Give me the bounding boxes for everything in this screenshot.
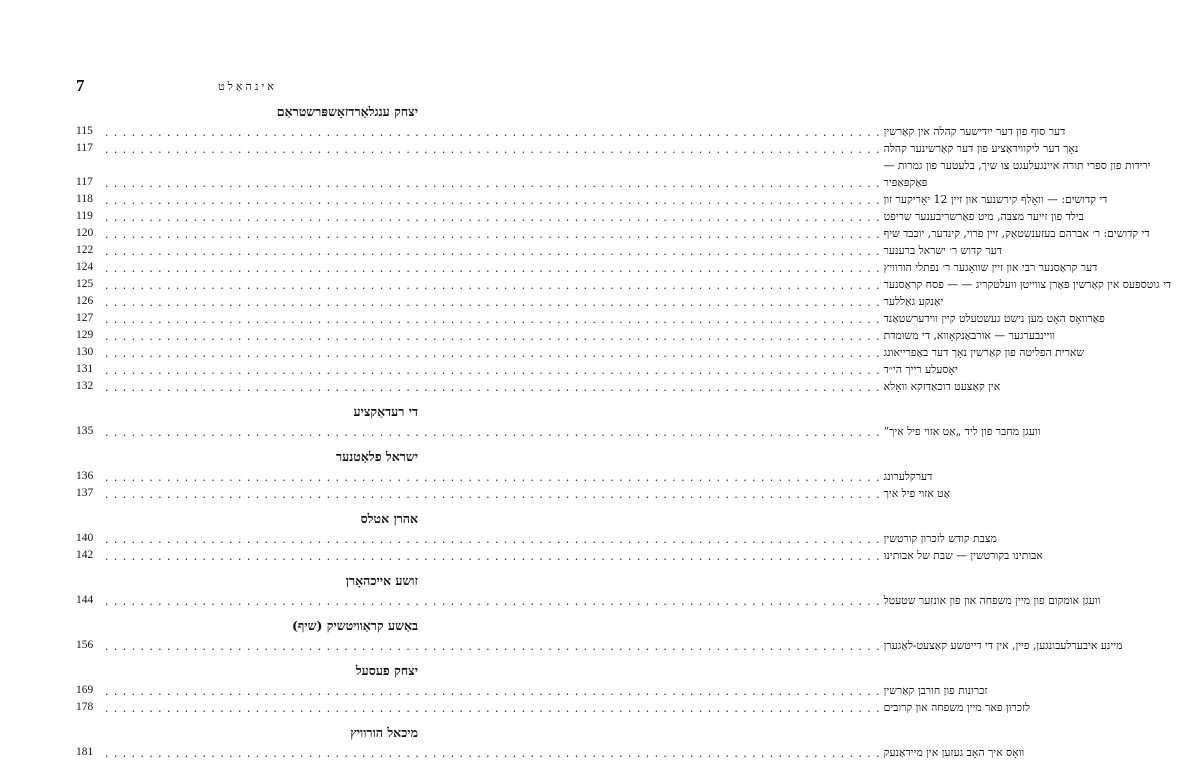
- entry-title: יאָסעלע רייך הי״ד: [883, 363, 958, 376]
- running-head: אינהאַלט: [218, 80, 277, 93]
- entry-page-number: 117: [76, 142, 93, 154]
- entry-page-number: 129: [76, 329, 94, 341]
- entry-page-number: 178: [76, 701, 94, 713]
- entry-title: דער קראַסנער רבי און זיין שוואָגער ר׳ נפתלי הורוויץ: [883, 261, 1098, 274]
- section-author: אהרן אטלס: [360, 511, 418, 526]
- dot-leader: [105, 193, 881, 208]
- entry-title: פאַרוואָס האָט מען נישט געשטעלט קיין ווידערשטאַנד: [883, 312, 1105, 325]
- entry-page-number: 130: [76, 346, 94, 358]
- entry-page-number: 135: [76, 425, 94, 437]
- dot-leader: [105, 261, 881, 276]
- dot-leader: [105, 363, 881, 378]
- dot-leader: [105, 639, 881, 654]
- dot-leader: [105, 594, 881, 609]
- toc-entry: [76, 259, 1098, 276]
- toc-entry: [76, 485, 951, 502]
- entry-title: אין קאַצעט דוכאַדזקא וואָלא: [883, 380, 1001, 393]
- table-of-contents: [76, 103, 1172, 765]
- dot-leader: [105, 746, 881, 761]
- page-number: 7: [76, 76, 85, 95]
- entry-page-number: 119: [76, 210, 93, 222]
- section-author: יצחק פעסעל: [355, 663, 418, 678]
- entry-title: דערקלערונג: [883, 470, 933, 483]
- toc-section: [76, 572, 1101, 609]
- entry-page-number: 140: [76, 532, 94, 544]
- dot-leader: [105, 684, 881, 699]
- section-author: ישראל פלאַטנער: [336, 449, 418, 464]
- toc-entry: [76, 361, 958, 378]
- toc-entry: [76, 327, 1055, 344]
- entry-title: וואָס איך האָב געזען אין מיידאַנעק: [883, 746, 1025, 759]
- toc-entry: [76, 547, 1043, 564]
- toc-entry: [76, 208, 1084, 225]
- entry-page-number: 131: [76, 363, 94, 375]
- dot-leader: [105, 329, 881, 344]
- dot-leader: [105, 176, 881, 191]
- entry-page-number: 117: [76, 176, 93, 188]
- entry-title: דער סוף פון דער ייִדישער קהלה אין קאַרשין: [883, 125, 1066, 138]
- dot-leader: [105, 380, 881, 395]
- dot-leader: [105, 425, 881, 440]
- entry-page-number: 126: [76, 295, 94, 307]
- entry-page-number: 169: [76, 684, 94, 696]
- entry-page-number: 181: [76, 746, 94, 758]
- toc-entry: [76, 225, 1150, 242]
- toc-entry: [76, 174, 928, 191]
- toc-entry: [76, 423, 1041, 440]
- dot-leader: [105, 346, 881, 361]
- toc-entry: [76, 276, 1172, 293]
- entry-page-number: 156: [76, 639, 94, 651]
- toc-entry: [76, 530, 997, 547]
- entry-title: זכרונות פון חורבן קאַרשין: [883, 684, 988, 697]
- toc-section: [76, 103, 1172, 395]
- entry-page-number: 118: [76, 193, 93, 205]
- toc-entry: [76, 310, 1105, 327]
- toc-entry: [76, 344, 1085, 361]
- entry-page-number: 142: [76, 549, 94, 561]
- entry-page-number: 144: [76, 594, 94, 606]
- toc-entry: [76, 592, 1101, 609]
- dot-leader: [105, 278, 881, 293]
- toc-entry: [76, 468, 933, 485]
- entry-title: מצבת קודש לזכרון קורטשין: [883, 532, 997, 545]
- toc-section: [76, 662, 1031, 716]
- toc-entry: [76, 123, 1066, 140]
- dot-leader: [105, 487, 881, 502]
- toc-entry: [76, 378, 1001, 395]
- toc-section: [76, 617, 1123, 654]
- section-author: באַשע קראַוויטשיק (שיף): [291, 618, 418, 633]
- section-author: די רעדאַקציע: [353, 404, 418, 419]
- section-author: זושע אייכהאָרן: [345, 573, 418, 588]
- dot-leader: [105, 549, 881, 564]
- entry-title: בילד פון זייער מצבה, מיט פאַרשריבענער שריפט: [883, 210, 1084, 223]
- toc-section: [76, 403, 1041, 440]
- entry-title: דער קדוש ר׳ ישראל ברענער: [883, 244, 1002, 257]
- dot-leader: [105, 125, 881, 140]
- dot-leader: [105, 227, 881, 242]
- entry-title: די קדושים: ר׳ אברהם בעזענשטאַק, זיין פרוי, קינדער, יוכבד שיף: [883, 227, 1150, 240]
- entry-title: די גוטספעס אין קאַרשין פאַרן צווייטן וועלטקריג — — פסח קראַסנער: [883, 278, 1172, 291]
- dot-leader: [105, 532, 881, 547]
- entry-title: שארית הפליטה פון קאַרשין נאָך דער באַפרייאונג: [883, 346, 1085, 359]
- entry-title: אבותינו בקורטשין — שבת של אבותינו: [883, 549, 1043, 562]
- toc-entry: [76, 699, 1031, 716]
- entry-title: מיינע איבערלעבונגען, פיין, אין די דייטשע קאַצעט-לאַגערן: [883, 639, 1123, 652]
- entry-title: לזכרון פאר מיין משפחה און קרובים: [883, 701, 1031, 714]
- toc-section: [76, 448, 951, 502]
- entry-title: וועגן אומקום פון מיין משפחה און פון אונזער שטעטל: [883, 594, 1101, 607]
- toc-entry: [76, 682, 988, 699]
- section-author: יצחק ענגלאַרדזאָשפּרשטראַם: [276, 104, 418, 119]
- entry-page-number: 125: [76, 278, 94, 290]
- entry-title: וויינבערגער — אורבאַנקאָווא, די משומדת: [883, 329, 1055, 342]
- entry-title: ירידות פון ספרי תורה איינגעלעגט צו שיך, בלעטער פון גמרות —: [883, 159, 1151, 172]
- dot-leader: [105, 470, 881, 485]
- entry-title: פּאַקפּאַפּיר: [883, 176, 928, 189]
- toc-entry: [76, 242, 1002, 259]
- entry-page-number: 136: [76, 470, 94, 482]
- entry-page-number: 132: [76, 380, 94, 392]
- section-author: מיכאל הורוויץ: [350, 725, 418, 740]
- dot-leader: [105, 210, 881, 225]
- entry-page-number: 122: [76, 244, 94, 256]
- entry-page-number: 115: [76, 125, 93, 137]
- entry-title: אַט אזוי פיל איך: [883, 487, 951, 500]
- toc-entry: [76, 191, 1108, 208]
- entry-title: די קדושים: — וואָלף קירשנער און זיין 12 יאָריקער זון: [883, 193, 1108, 206]
- toc-section: [76, 724, 1025, 761]
- dot-leader: [105, 701, 881, 716]
- dot-leader: [105, 244, 881, 259]
- toc-entry: [76, 157, 1151, 174]
- toc-entry: [76, 744, 1025, 761]
- entry-page-number: 127: [76, 312, 94, 324]
- entry-title: יאַנקע גאַללער: [883, 295, 944, 308]
- dot-leader: [105, 142, 881, 157]
- toc-entry: [76, 140, 1079, 157]
- entry-page-number: 124: [76, 261, 94, 273]
- entry-title: נאָך דער ליקווידאַציע פון דער קאַרשינער קהלה: [883, 142, 1079, 155]
- toc-entry: [76, 637, 1123, 654]
- entry-page-number: 137: [76, 487, 94, 499]
- dot-leader: [105, 312, 881, 327]
- toc-entry: [76, 293, 944, 310]
- toc-section: [76, 510, 1043, 564]
- dot-leader: [105, 295, 881, 310]
- entry-page-number: 120: [76, 227, 94, 239]
- entry-title: וועגן מחבר פון ליד „אַט אזוי פיל איך”: [883, 425, 1041, 438]
